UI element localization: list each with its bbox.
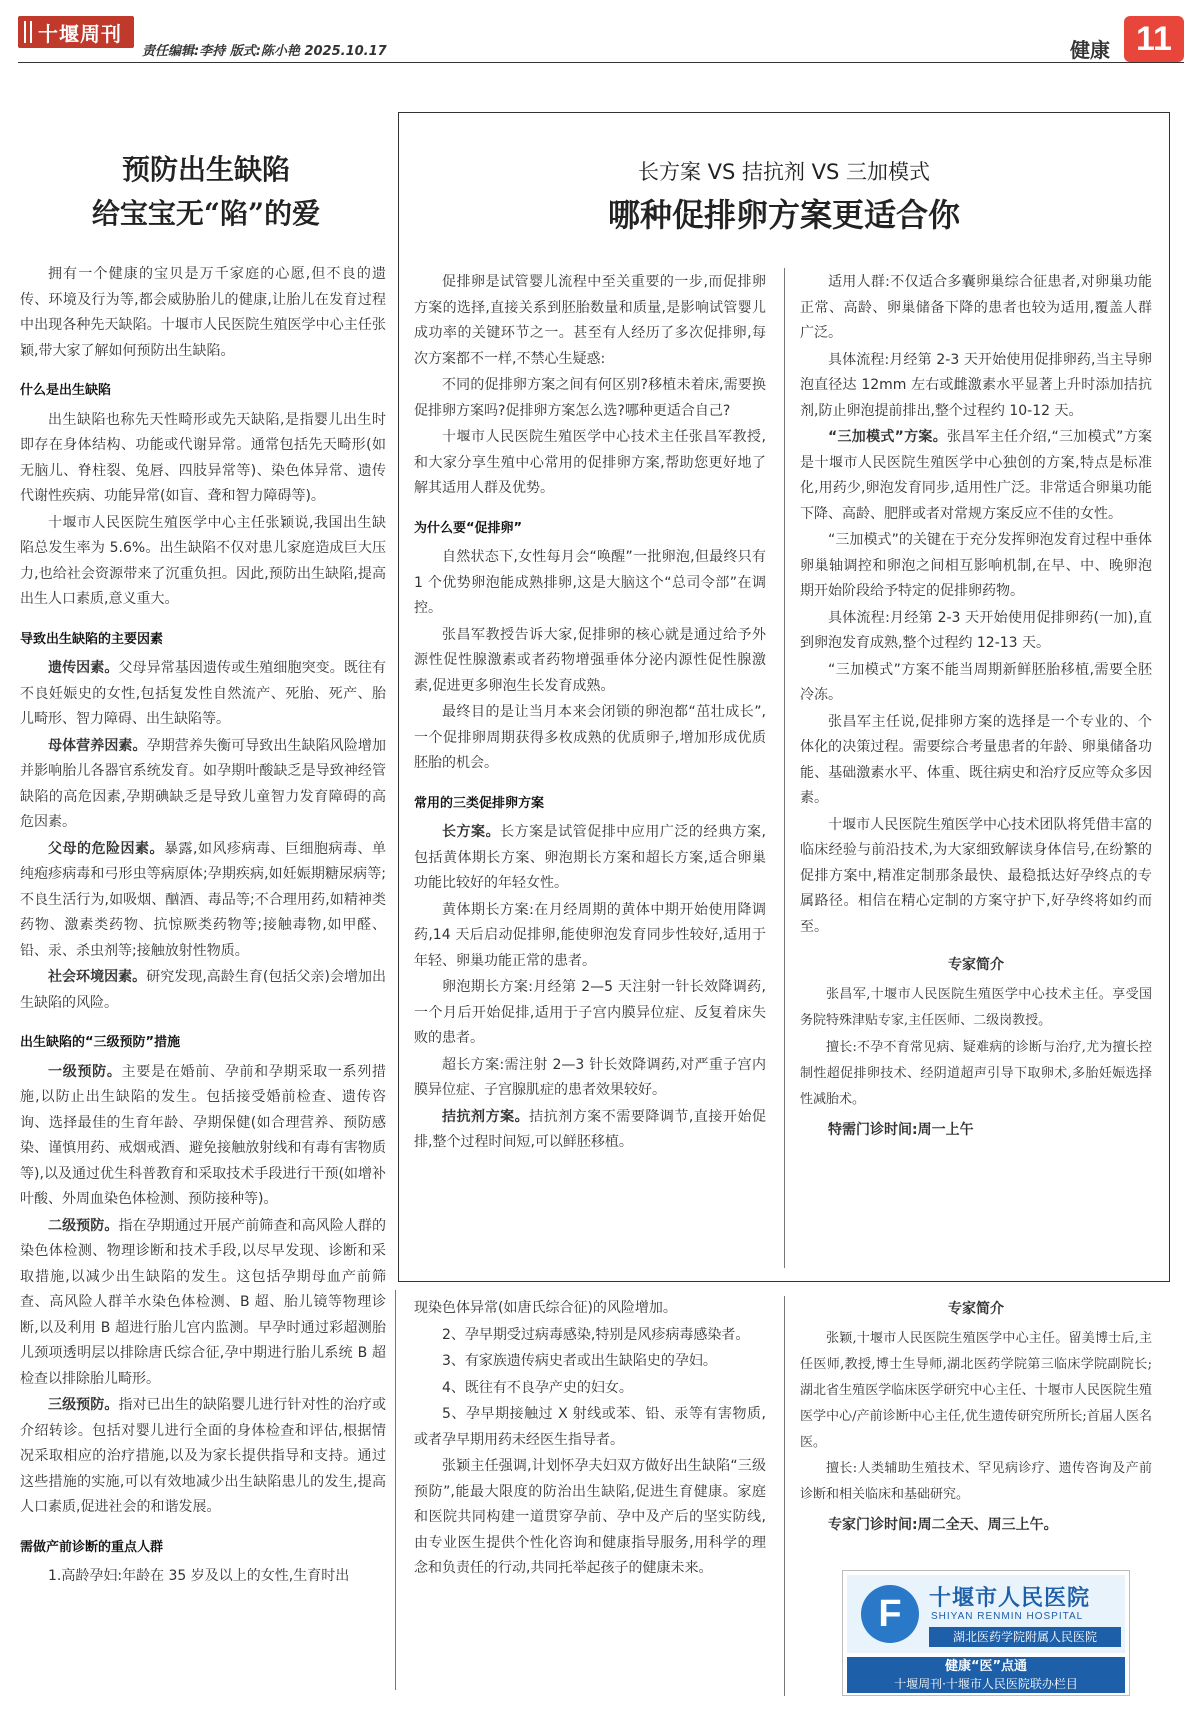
feature-subtitle: 长方案 VS 拮抗剂 VS 三加模式 xyxy=(637,160,931,184)
page-number-badge: 11 xyxy=(1124,16,1184,62)
lead-term: “三加模式”方案。 xyxy=(828,429,947,445)
paragraph xyxy=(20,1393,386,1521)
paragraph: 现染色体异常(如唐氏综合征)的风险增加。 xyxy=(414,1300,677,1316)
paragraph xyxy=(20,734,386,836)
feature-column-divider xyxy=(784,268,785,1268)
lead-term: 父母的危险因素。 xyxy=(48,840,165,857)
paragraph: 最终目的是让当月本来会闭锁的卵泡都“茁壮成长”,一个促排卵周期获得多枚成熟的优质卵子,增加形成优质胚胎的机会。 xyxy=(414,704,766,771)
paragraph: 具体流程:月经第 2-3 天开始使用促排卵药,当主导卵泡直径达 12mm 左右或雌激素水平显著上升时添加拮抗剂,防止卵泡提前排出,整个过程约 10-12 天。 xyxy=(800,351,1152,419)
paragraph-text: 父母异常基因遗传或生殖细胞突变。既往有不良妊娠史的女性,包括复发性自然流产、死胎、死产、胎儿畸形、智力障碍、出生缺陷等。 xyxy=(20,660,387,727)
paragraph-text: 暴露,如风疹病毒、巨细胞病毒、单纯疱疹病毒和弓形虫等病原体;孕期疾病,如妊娠期糖尿病等;不良生活行为,如吸烟、酗酒、毒品等;不合理用药,如精神类药物、激素类药物、抗惊厥类药物等;接触毒物,如甲醛、铅、汞、杀虫剂等;接触放射性物质。 xyxy=(20,840,387,959)
paragraph: 卵泡期长方案:月经第 2—5 天注射一针长效降调药,一个月后开始促排,适用于子宫内膜异位症、反复着床失败的患者。 xyxy=(414,979,766,1046)
list-item: 4、既往有不良孕产史的妇女。 xyxy=(442,1379,633,1396)
section-heading: 什么是出生缺陷 xyxy=(20,383,112,398)
paragraph xyxy=(20,837,386,965)
hospital-logo-panel xyxy=(842,1570,1130,1696)
lead-term: 拮抗剂方案。 xyxy=(442,1108,530,1125)
section-name: 健康 xyxy=(1070,38,1110,62)
paragraph-text: 研究发现,高龄生育(包括父亲)会增加出生缺陷的风险。 xyxy=(20,969,387,1011)
section-heading: 出生缺陷的“三级预防”措施 xyxy=(20,1035,181,1050)
masthead-logo xyxy=(18,16,134,48)
paragraph xyxy=(800,425,1152,527)
expert-bio: 张颖,十堰市人民医院生殖医学中心主任。留美博士后,主任医师,教授,博士生导师,湖北医药学院第三临床学院副院长;湖北省生殖医学临床医学研究中心主任、十堰市人民医院生殖医学中心/产前诊断中心主任,优生遗传研究所所长;首届人医名医。 xyxy=(800,1331,1152,1450)
paragraph-text: 孕期营养失衡可导致出生缺陷风险增加并影响胎儿各器官系统发育。如孕期叶酸缺乏是导致神经管缺陷的高危因素,孕期碘缺乏是导致儿童智力发育障碍的高危因素。 xyxy=(20,737,386,830)
paragraph: 不同的促排卵方案之间有何区别?移植未着床,需要换促排卵方案吗?促排卵方案怎么选?哪种更适合自己? xyxy=(414,377,766,419)
feature-column-2 xyxy=(800,270,1152,1143)
paragraph: 十堰市人民医院生殖医学中心主任张颖说,我国出生缺陷总发生率为 5.6%。出生缺陷不仅对患儿家庭造成巨大压力,也给社会资源带来了沉重负担。因此,预防出生缺陷,提高出生人口素质,意义重大。 xyxy=(20,514,386,607)
hospital-logo-top xyxy=(847,1575,1125,1653)
lead-term: 二级预防。 xyxy=(48,1217,119,1234)
paragraph: “三加模式”方案不能当周期新鲜胚胎移植,需要全胚冷冻。 xyxy=(800,661,1152,703)
column-divider xyxy=(784,1296,785,1696)
editor-line: 责任编辑:李持 版式:陈小艳 2025.10.17 xyxy=(142,44,387,59)
feature-column-1 xyxy=(414,270,766,1156)
paragraph: 张昌军教授告诉大家,促排卵的核心就是通过给予外源性促性腺激素或者药物增强垂体分泌内源性促性腺激素,促进更多卵泡生长发育成熟。 xyxy=(414,626,766,694)
paragraph xyxy=(414,1105,766,1156)
paragraph: 1.高龄孕妇:年龄在 35 岁及以上的女性,生育时出 xyxy=(48,1568,350,1584)
expert-profile-zhang-changjun xyxy=(800,952,1152,1143)
list-item: 3、有家族遗传病史者或出生缺陷史的孕妇。 xyxy=(442,1353,717,1369)
paragraph: “三加模式”的关键在于充分发挥卵泡发育过程中垂体卵巢轴调控和卵泡之间相互影响机制,在早、中、晚卵泡期开始阶段给予特定的促排卵药物。 xyxy=(800,532,1152,599)
lead-term: 社会环境因素。 xyxy=(48,969,147,985)
paragraph-text: 张昌军主任介绍,“三加模式”方案是十堰市人民医院生殖医学中心独创的方案,特点是标准化,用药少,卵泡发育同步,适用性广泛。非常适合卵巢功能下降、高龄、肥胖或者对常规方案反应不佳的女性。 xyxy=(800,429,1152,522)
expert-heading: 专家简介 xyxy=(948,957,1004,973)
lead-term: 母体营养因素。 xyxy=(48,737,147,754)
paragraph: 张昌军主任说,促排卵方案的选择是一个专业的、个体化的决策过程。需要综合考量患者的年龄、卵巢储备功能、基础激素水平、体重、既往病史和治疗反应等众多因素。 xyxy=(800,713,1152,806)
left-title-line2: 给宝宝无“陷”的爱 xyxy=(91,197,321,230)
left-article-body xyxy=(20,262,386,1590)
column-banner xyxy=(847,1657,1125,1693)
paragraph: 具体流程:月经第 2-3 天开始使用促排卵药(一加),直到卵泡发育成熟,整个过程约 12-13 天。 xyxy=(800,609,1152,651)
column-name: 健康“医”点通 xyxy=(944,1659,1028,1674)
hospital-name-en: SHIYAN RENMIN HOSPITAL xyxy=(931,1611,1084,1622)
column-divider xyxy=(395,1290,396,1690)
feature-title: 哪种促排卵方案更适合你 xyxy=(607,196,960,234)
expert-profile-zhang-ying xyxy=(800,1296,1152,1538)
lead-term: 遗传因素。 xyxy=(48,660,119,676)
expert-bio: 张昌军,十堰市人民医院生殖医学中心技术主任。享受国务院特殊津贴专家,主任医师、二级岗教授。 xyxy=(800,987,1152,1028)
section-heading: 为什么要“促排卵” xyxy=(414,520,523,536)
paragraph: 自然状态下,女性每月会“唤醒”一批卵泡,但最终只有 1 个优势卵泡能成熟排卵,这是大脑这个“总司令部”在调控。 xyxy=(414,549,766,616)
left-title-line1: 预防出生缺陷 xyxy=(121,153,290,186)
list-item: 2、孕早期受过病毒感染,特别是风疹病毒感染者。 xyxy=(442,1326,750,1343)
hospital-emblem-icon xyxy=(861,1585,919,1643)
paragraph xyxy=(20,1214,386,1393)
section-heading: 导致出生缺陷的主要因素 xyxy=(20,631,164,647)
hospital-name-cn: 十堰市人民医院 xyxy=(929,1585,1091,1611)
lead-term: 三级预防。 xyxy=(48,1397,119,1413)
paragraph-text: 拮抗剂方案不需要降调节,直接开始促排,整个过程时间短,可以鲜胚移植。 xyxy=(414,1108,767,1150)
paragraph-text: 指对已出生的缺陷婴儿进行针对性的治疗或介绍转诊。包括对婴儿进行全面的身体检查和评估,根据情况采取相应的治疗措施,以及为家长提供指导和支持。通过这些措施的实施,可以有效地减少出生缺陷患儿的发生,提高人口素质,促进社会的和谐发展。 xyxy=(20,1397,387,1515)
lead-term: 长方案。 xyxy=(442,824,501,840)
paragraph: 促排卵是试管婴儿流程中至关重要的一步,而促排卵方案的选择,直接关系到胚胎数量和质量,是影响试管婴儿成功率的关键环节之一。甚至有人经历了多次促排卵,每次方案都不一样,不禁心生疑惑: xyxy=(414,274,766,367)
section-heading: 需做产前诊断的重点人群 xyxy=(20,1539,164,1555)
hospital-emblem-letter: F xyxy=(878,1593,902,1635)
section-heading: 常用的三类促排卵方案 xyxy=(414,795,545,811)
paragraph-text: 指在孕期通过开展产前筛查和高风险人群的染色体检测、物理诊断和技术手段,以尽早发现、诊断和采取措施,以减少出生缺陷的发生。这包括孕期母血产前筛查、高风险人群羊水染色体检测、B 超、胎儿镜等物理诊断,以及利用 B 超进行胎儿宫内监测。早孕时通过彩超测胎儿颈项透明层以排除唐氏综合征,孕中期进行胎儿系统 B 超检查以排除胎儿畸形。 xyxy=(20,1217,387,1387)
paragraph: 适用人群:不仅适合多囊卵巢综合征患者,对卵巢功能正常、高龄、卵巢储备下降的患者也较为适用,覆盖人群广泛。 xyxy=(800,274,1152,341)
paragraph: 十堰市人民医院生殖医学中心技术团队将凭借丰富的临床经验与前沿技术,为大家细致解读身体信号,在纷繁的促排方案中,精准定制那条最快、最稳抵达好孕终点的专属路径。相信在精心定制的方案守护下,好孕终将如约而至。 xyxy=(800,816,1152,935)
paragraph: 出生缺陷也称先天性畸形或先天缺陷,是指婴儿出生时即存在身体结构、功能或代谢异常。通常包括先天畸形(如无脑儿、脊柱裂、兔唇、四肢异常等)、染色体异常、遗传代谢性疾病、功能异常(如盲、聋和智力障碍等)。 xyxy=(20,411,386,504)
column-joint-note: 十堰周刊·十堰市人民医院联办栏目 xyxy=(894,1677,1078,1691)
lead-term: 一级预防。 xyxy=(48,1063,122,1080)
paragraph: 十堰市人民医院生殖医学中心技术主任张昌军教授,和大家分享生殖中心常用的促排卵方案,帮助您更好地了解其适用人群及优势。 xyxy=(414,429,766,496)
paragraph: 拥有一个健康的宝贝是万千家庭的心愿,但不良的遗传、环境及行为等,都会威胁胎儿的健康,让胎儿在发育过程中出现各种先天缺陷。十堰市人民医院生殖医学中心主任张颖,带大家了解如何预防出生缺陷。 xyxy=(20,266,386,359)
paragraph: 黄体期长方案:在月经周期的黄体中期开始使用降调药,14 天后启动促排卵,能使卵泡发育同步性较好,适用于年轻、卵巢功能正常的患者。 xyxy=(414,901,766,969)
paragraph xyxy=(20,965,386,1016)
paragraph xyxy=(20,656,386,733)
paragraph xyxy=(414,820,766,897)
clinic-hours: 特需门诊时间:周一上午 xyxy=(828,1122,974,1138)
expert-specialty: 擅长:人类辅助生殖技术、罕见病诊疗、遗传咨询及产前诊断和相关临床和基础研究。 xyxy=(800,1461,1152,1502)
paragraph-text: 长方案是试管促排中应用广泛的经典方案,包括黄体期长方案、卵泡期长方案和超长方案,适合卵巢功能比较好的年轻女性。 xyxy=(414,824,767,891)
header-rule xyxy=(18,62,1184,63)
paragraph: 张颖主任强调,计划怀孕夫妇双方做好出生缺陷“三级预防”,能最大限度的防治出生缺陷,促进生育健康。家庭和医院共同构建一道贯穿孕前、孕中及产后的坚实防线,由专业医生提供个性化咨询和健康指导服务,用科学的理念和负责任的行动,共同托举起孩子的健康未来。 xyxy=(414,1458,766,1576)
list-item: 5、孕早期接触过 X 射线或苯、铅、汞等有害物质,或者孕早期用药未经医生指导者。 xyxy=(414,1406,766,1448)
paragraph xyxy=(20,1060,386,1213)
left-article-title xyxy=(36,148,376,236)
masthead-mark-icon xyxy=(24,21,32,43)
masthead-name: 十堰周刊 xyxy=(38,21,122,46)
hospital-affiliation: 湖北医药学院附属人民医院 xyxy=(929,1627,1121,1647)
expert-specialty: 擅长:不孕不育常见病、疑难病的诊断与治疗,尤为擅长控制性超促排卵技术、经阴道超声引导下取卵术,多胎妊娠选择性减胎术。 xyxy=(800,1040,1152,1107)
clinic-hours: 专家门诊时间:周二全天、周三上午。 xyxy=(828,1517,1058,1533)
left-article-continued xyxy=(414,1296,766,1582)
paragraph: 超长方案:需注射 2—3 针长效降调药,对严重子宫内膜异位症、子宫腺肌症的患者效果较好。 xyxy=(414,1056,766,1098)
expert-heading: 专家简介 xyxy=(948,1301,1004,1317)
paragraph-text: 主要是在婚前、孕前和孕期采取一系列措施,以防止出生缺陷的发生。包括接受婚前检查、遗传咨询、选择最佳的生育年龄、孕期保健(如合理营养、预防感染、谨慎用药、戒烟戒酒、避免接触放射线和有毒有害物质等),以及通过优生科普教育和采取技术手段进行干预(如增补叶酸、外周血染色体检测、预防接种等)。 xyxy=(20,1063,387,1207)
